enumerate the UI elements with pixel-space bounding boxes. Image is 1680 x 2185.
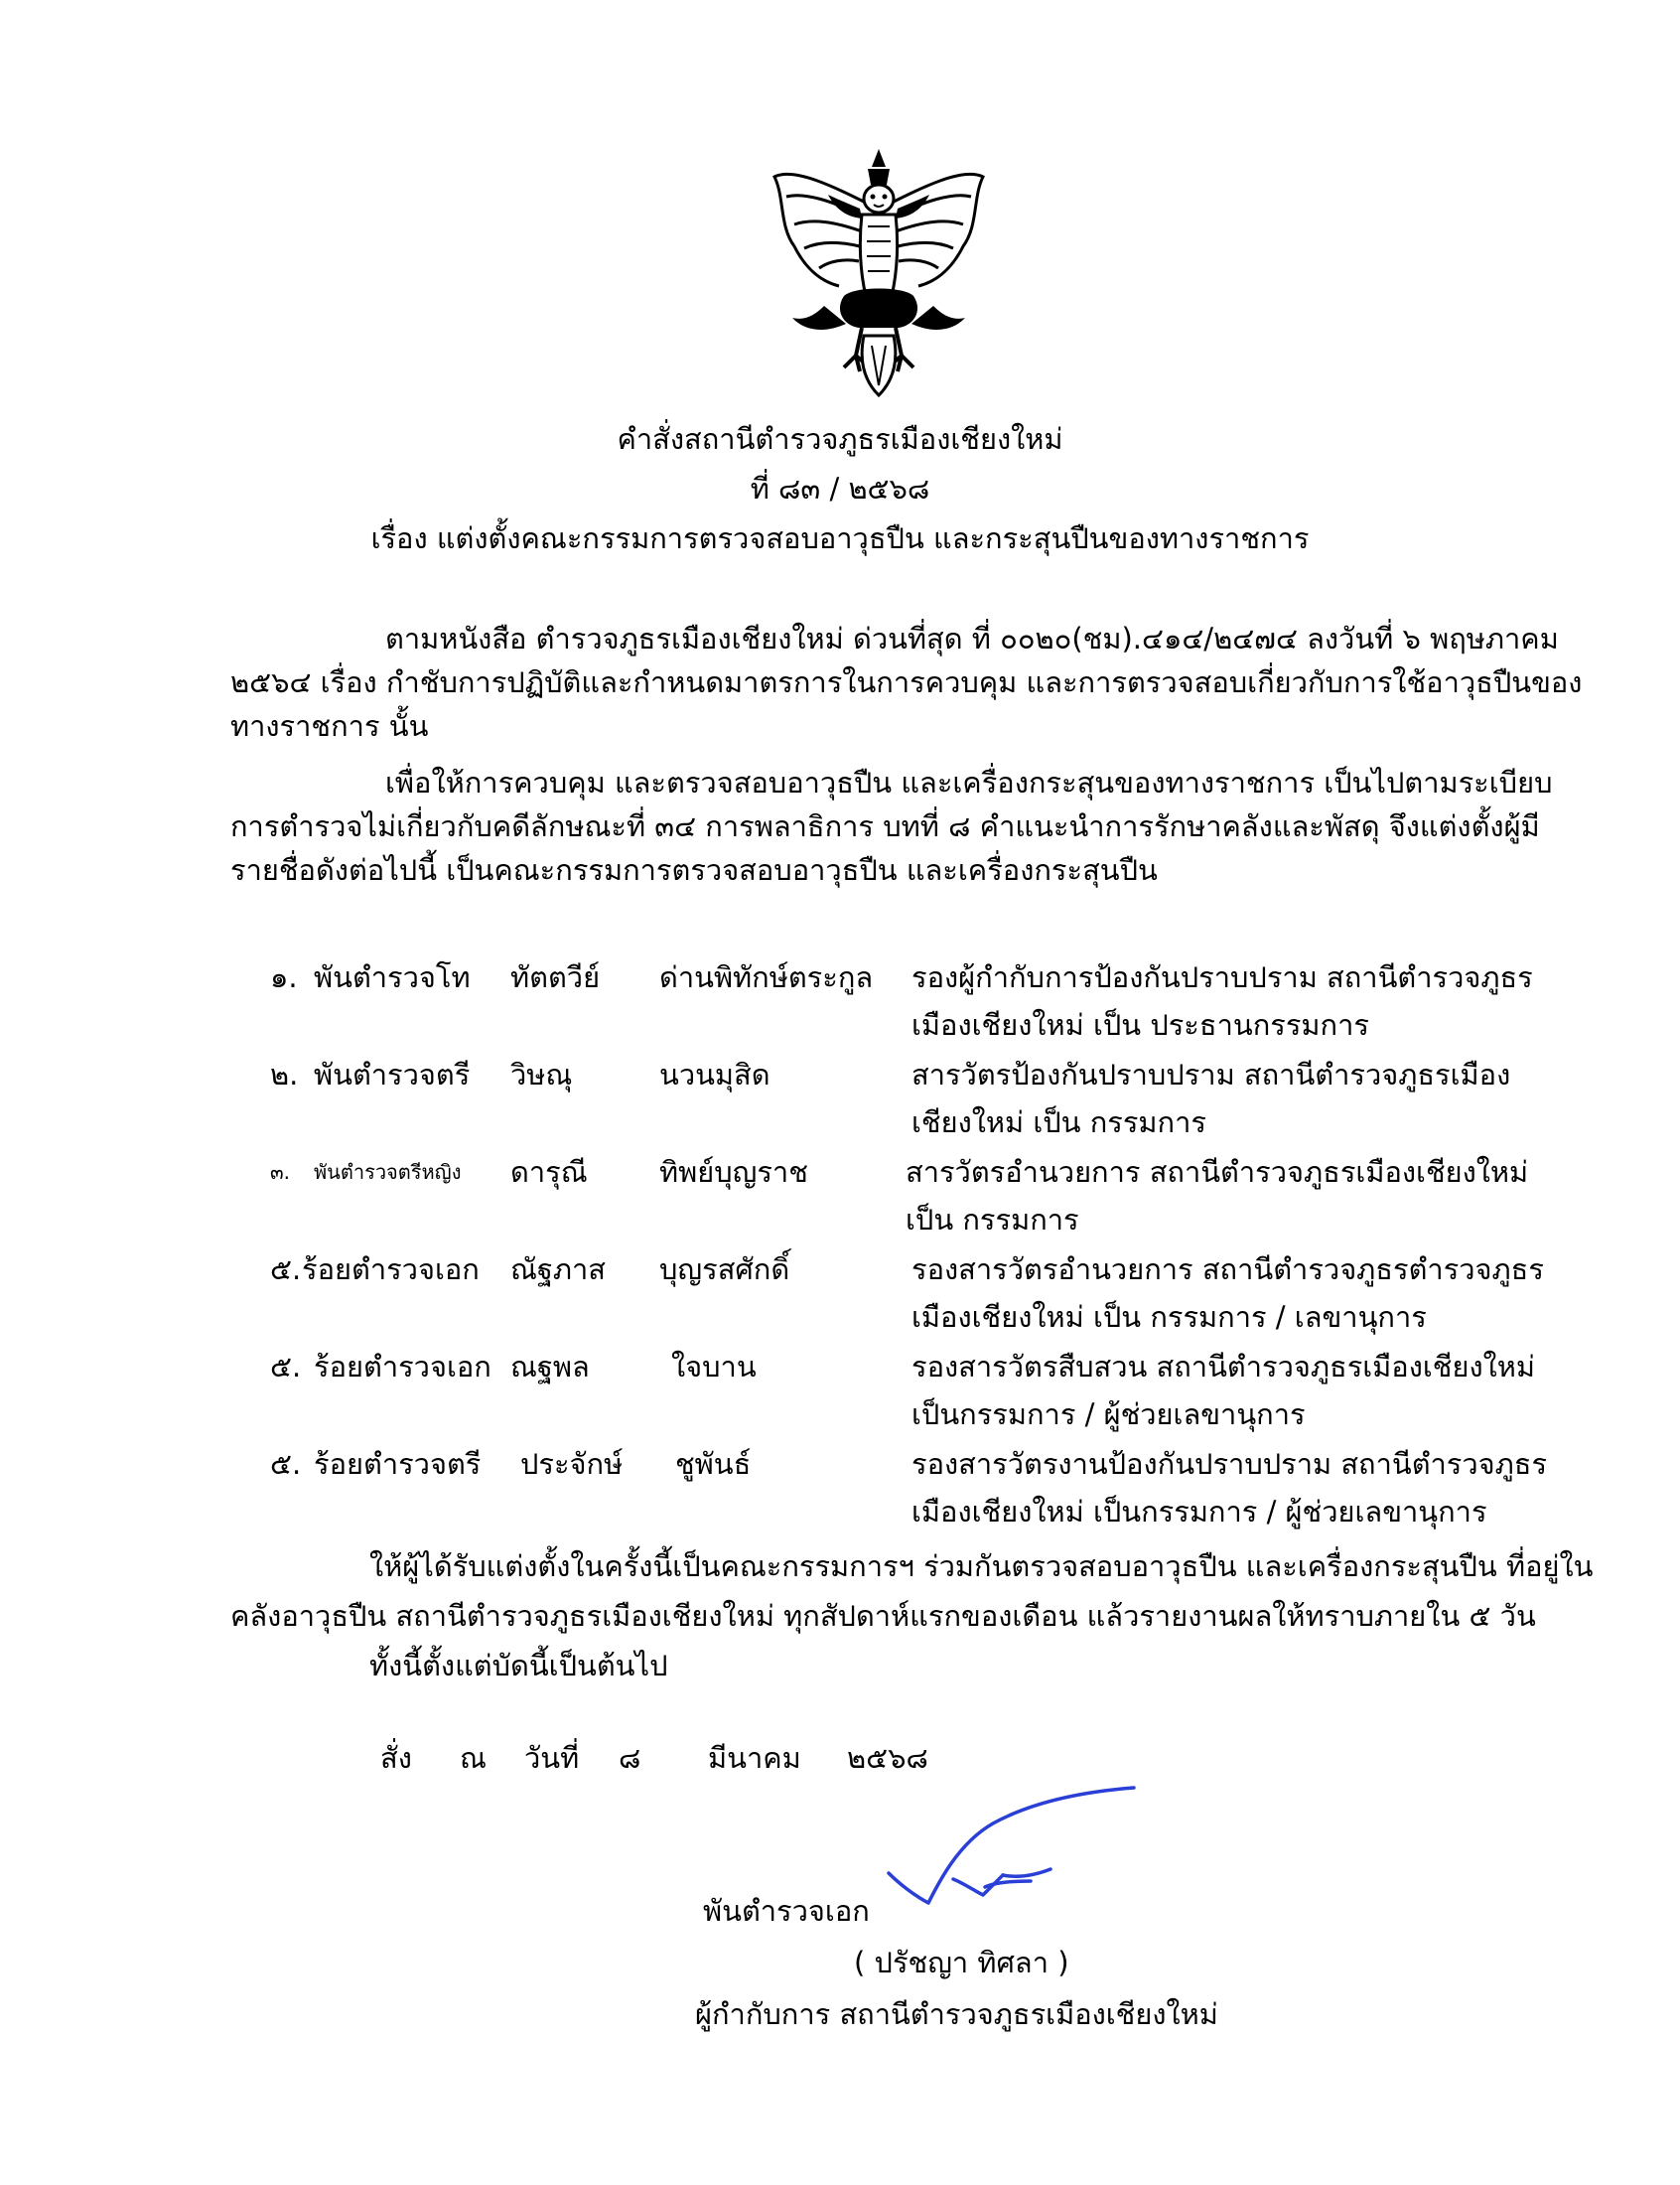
committee-member <box>230 1245 1544 1343</box>
order-date-month: มีนาคม <box>708 1741 801 1775</box>
order-date-day-label: วันที่ <box>524 1741 580 1775</box>
member-number: ๒. <box>270 1058 299 1092</box>
order-number: ที่ ๘๓ / ๒๕๖๘ <box>750 472 930 506</box>
signer-rank: พันตำรวจเอก <box>703 1894 870 1928</box>
member-number: ๕. <box>270 1350 302 1384</box>
member-last-name: ทิพย์บุญราช <box>659 1155 808 1189</box>
member-position-line: รองผู้กำกับการป้องกันปราบปราม สถานีตำรวจภูธร <box>911 960 1533 994</box>
member-position <box>906 1148 1529 1243</box>
member-position-line: เป็นกรรมการ / ผู้ช่วยเลขานุการ <box>911 1397 1306 1431</box>
signer-name: ( ปรัชญา ทิศลา ) <box>854 1946 1069 1979</box>
member-position <box>911 1440 1548 1535</box>
member-first-name: วิษณุ <box>510 1058 573 1092</box>
member-position <box>911 1343 1536 1438</box>
paragraph-line: ให้ผู้ได้รับแต่งตั้งในครั้งนี้เป็นคณะกรรมการฯ ร่วมกันตรวจสอบอาวุธปืน และเครื่องกระสุนปืน ที่อยู่ใน <box>369 1549 1594 1583</box>
member-last-name: ด่านพิทักษ์ตระกูล <box>659 960 874 994</box>
member-rank: พันตำรวจตรี <box>314 1058 471 1092</box>
committee-member <box>230 1051 1521 1148</box>
member-last-name: นวนมุสิด <box>659 1058 770 1092</box>
member-first-name: ณฐพล <box>510 1350 590 1384</box>
member-first-name: ทัตตวีย์ <box>510 960 601 994</box>
member-last-name: ชูพันธ์ <box>675 1447 752 1481</box>
paragraph-line: การตำรวจไม่เกี่ยวกับคดีลักษณะที่ ๓๔ การพลาธิการ บทที่ ๘ คำแนะนำการรักษาคลังและพัสดุ จึงแต่งตั้งผู้มี <box>230 809 1540 843</box>
order-date-year: ๒๕๖๘ <box>847 1741 928 1775</box>
paragraph-line: ๒๕๖๔ เรื่อง กำชับการปฏิบัติและกำหนดมาตรการในการควบคุม และการตรวจสอบเกี่ยวกับการใช้อาวุธปืนของ <box>230 665 1583 699</box>
paragraph-line: คลังอาวุธปืน สถานีตำรวจภูธรเมืองเชียงใหม่ ทุกสัปดาห์แรกของเดือน แล้วรายงานผลให้ทราบภายใน ๕ วัน <box>230 1599 1536 1633</box>
order-title: คำสั่งสถานีตำรวจภูธรเมืองเชียงใหม่ <box>617 422 1063 456</box>
signer-position: ผู้กำกับการ สถานีตำรวจภูธรเมืองเชียงใหม่ <box>695 1997 1218 2031</box>
member-position-line: เมืองเชียงใหม่ เป็น กรรมการ / เลขานุการ <box>911 1300 1427 1334</box>
member-position-line: เชียงใหม่ เป็น กรรมการ <box>911 1105 1206 1139</box>
member-position-line: สารวัตรอำนวยการ สถานีตำรวจภูธรเมืองเชียงใหม่ <box>906 1155 1529 1189</box>
committee-member-list <box>230 953 1548 1537</box>
member-position <box>911 1051 1527 1146</box>
member-position <box>911 953 1533 1049</box>
member-rank: พันตำรวจโท <box>314 960 471 994</box>
member-position-line: เป็น กรรมการ <box>906 1203 1079 1237</box>
member-position-line: รองสารวัตรอำนวยการ สถานีตำรวจภูธรตำรวจภูธร <box>911 1252 1544 1286</box>
paragraph-line: เพื่อให้การควบคุม และตรวจสอบอาวุธปืน และเครื่องกระสุนของทางราชการ เป็นไปตามระเบียบ <box>385 766 1553 800</box>
member-rank: ร้อยตำรวจตรี <box>314 1447 482 1481</box>
member-rank: พันตำรวจตรีหญิง <box>314 1160 462 1184</box>
committee-member <box>230 1148 1529 1245</box>
member-first-name: ประจักษ์ <box>520 1447 624 1481</box>
member-number: ๑. <box>270 960 298 994</box>
paragraph-line: รายชื่อดังต่อไปนี้ เป็นคณะกรรมการตรวจสอบอาวุธปืน และเครื่องกระสุนปืน <box>230 853 1158 887</box>
purpose-paragraph <box>230 761 1553 892</box>
member-position-line: รองสารวัตรงานป้องกันปราบปราม สถานีตำรวจภูธร <box>911 1447 1548 1481</box>
member-number: ๓. <box>270 1160 291 1184</box>
order-subject: เรื่อง แต่งตั้งคณะกรรมการตรวจสอบอาวุธปืน และกระสุนปืนของทางราชการ <box>370 521 1310 555</box>
member-position-line: รองสารวัตรสืบสวน สถานีตำรวจภูธรเมืองเชียงใหม่ <box>911 1350 1536 1384</box>
member-number: ๕. <box>270 1252 302 1286</box>
handwritten-signature-icon <box>884 1784 1142 1923</box>
member-position <box>911 1245 1544 1341</box>
member-position-line: เมืองเชียงใหม่ เป็น ประธานกรรมการ <box>911 1008 1369 1042</box>
member-rank: ร้อยตำรวจเอก <box>314 1350 491 1384</box>
member-first-name: ดารุณี <box>510 1155 588 1189</box>
instruction-paragraph <box>230 1541 1594 1690</box>
order-date-day: ๘ <box>619 1741 641 1775</box>
paragraph-line: ตามหนังสือ ตำรวจภูธรเมืองเชียงใหม่ ด่วนที่สุด ที่ ๐๐๒๐(ชม).๔๑๔/๒๔๗๔ ลงวันที่ ๖ พฤษภาคม <box>385 622 1559 656</box>
member-first-name: ณัฐภาส <box>510 1252 607 1286</box>
committee-member <box>230 953 1533 1051</box>
member-last-name: บุญรสศักดิ์ <box>659 1252 790 1286</box>
committee-member <box>230 1343 1536 1440</box>
reference-paragraph <box>230 617 1583 748</box>
paragraph-line: ทางราชการ นั้น <box>230 709 429 743</box>
member-number: ๕. <box>270 1447 302 1481</box>
paragraph-line: ทั้งนี้ตั้งแต่บัดนี้เป็นต้นไป <box>369 1649 668 1682</box>
member-rank: ร้อยตำรวจเอก <box>302 1252 480 1286</box>
order-date-label: สั่ง <box>380 1741 412 1775</box>
committee-member <box>230 1440 1548 1537</box>
garuda-emblem-icon <box>765 147 993 397</box>
member-last-name: ใจบาน <box>671 1350 757 1384</box>
member-position-line: สารวัตรป้องกันปราบปราม สถานีตำรวจภูธรเมือง <box>911 1058 1511 1092</box>
member-position-line: เมืองเชียงใหม่ เป็นกรรมการ / ผู้ช่วยเลขานุการ <box>911 1495 1487 1529</box>
order-date-at: ณ <box>460 1741 487 1775</box>
